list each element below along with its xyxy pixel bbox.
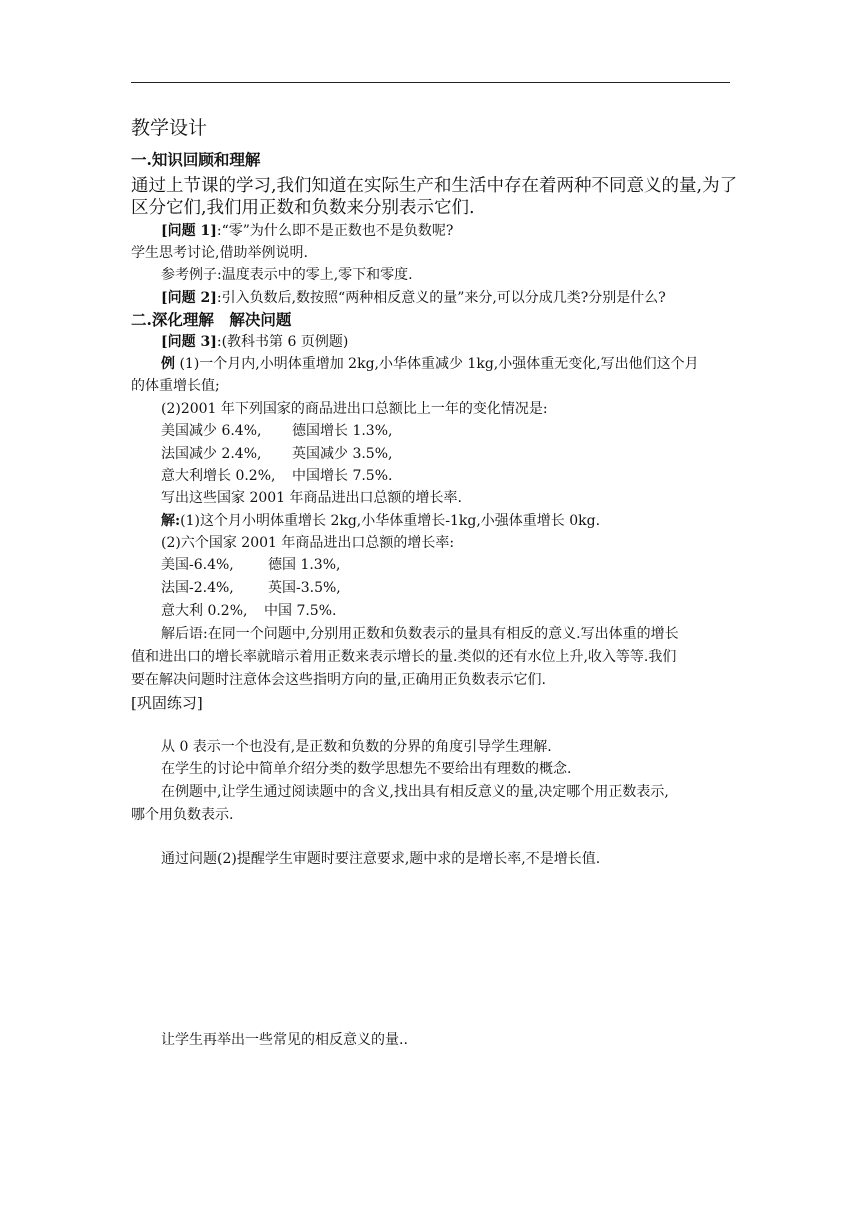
section1-heading: 一.知识回顾和理解 [131,150,261,169]
teaching-note: 让学生再举出一些常见的相反意义的量.. [161,1032,408,1048]
solution-line: (2)六个国家 2001 年商品进出口总额的增长率: [161,535,455,551]
solution-row: 法国-2.4%, [161,580,234,596]
example-ask: 写出这些国家 2001 年商品进出口总额的增长率. [161,490,462,506]
intro-line: 通过上节课的学习,我们知道在实际生产和生活中存在着两种不同意义的量,为了 [131,176,738,196]
solution-row: 意大利 0.2%, [161,603,248,619]
question-1-label: [问题 1] [161,223,217,239]
question-3-label: [问题 3] [161,334,217,350]
afterword-line: 值和进出口的增长率就暗示着用正数来表示增长的量.类似的还有水位上升,收入等等.我们 [131,649,677,665]
section2-heading: 二.深化理解 解决问题 [131,310,292,329]
reference-example: 参考例子:温度表示中的零上,零下和零度. [161,267,413,283]
question-2-text: :引入负数后,数按照“两种相反意义的量”来分,可以分成几类?分别是什么? [216,290,666,306]
question-1-text: :“零”为什么即不是正数也不是负数呢? [216,223,454,239]
teaching-note: 从 0 表示一个也没有,是正数和负数的分界的角度引导学生理解. [161,739,552,755]
afterword-line: 要在解决问题时注意体会这些指明方向的量,正确用正负数表示它们. [131,672,546,688]
teaching-note: 哪个用负数表示. [131,807,234,823]
solution-label: 解: [161,513,181,529]
question-1 [161,221,453,241]
solution-row: 德国 1.3%, [268,557,341,573]
question-3-text: :(教科书第 6 页例题) [216,334,349,350]
teaching-note: 在例题中,让学生通过阅读题中的含义,找出具有相反意义的量,决定哪个用正数表示, [161,784,669,800]
solution-text: (1)这个月小明体重增长 2kg,小华体重增长-1kg,小强体重增长 0kg. [180,513,601,529]
afterword-line: 解后语:在同一个问题中,分别用正数和负数表示的量具有相反的意义.写出体重的增长 [161,626,679,642]
example-row: 中国增长 7.5%. [292,468,393,484]
question-2 [161,288,666,308]
example-row: 法国减少 2.4%, [161,446,262,462]
discussion-line: 学生思考讨论,借助举例说明. [131,245,308,261]
question-2-label: [问题 2] [161,290,217,306]
intro-line: 区分它们,我们用正数和负数来分别表示它们. [131,198,475,218]
teaching-note: 通过问题(2)提醒学生审题时要注意要求,题中求的是增长率,不是增长值. [161,851,601,867]
example-row: 意大利增长 0.2%, [161,468,276,484]
example-line: 的体重增长值; [131,378,220,394]
solution-line [161,511,600,531]
example-row: 德国增长 1.3%, [292,423,393,439]
solution-row: 英国-3.5%, [268,580,341,596]
solution-row: 美国-6.4%, [161,557,234,573]
practice-heading: [巩固练习] [131,694,203,712]
solution-row: 中国 7.5%. [264,603,337,619]
example-line [161,354,699,374]
example-part2: (2)2001 年下列国家的商品进出口总额比上一年的变化情况是: [161,401,548,417]
question-3 [161,332,348,352]
page-title: 教学设计 [131,117,208,139]
teaching-note: 在学生的讨论中简单介绍分类的数学思想先不要给出有理数的概念. [161,761,572,777]
header-rule [131,82,730,83]
example-text: (1)一个月内,小明体重增加 2kg,小华体重减少 1kg,小强体重无变化,写出他们这个月 [175,356,699,372]
example-row: 英国减少 3.5%, [292,446,393,462]
example-row: 美国减少 6.4%, [161,423,262,439]
example-label: 例 [161,356,175,372]
